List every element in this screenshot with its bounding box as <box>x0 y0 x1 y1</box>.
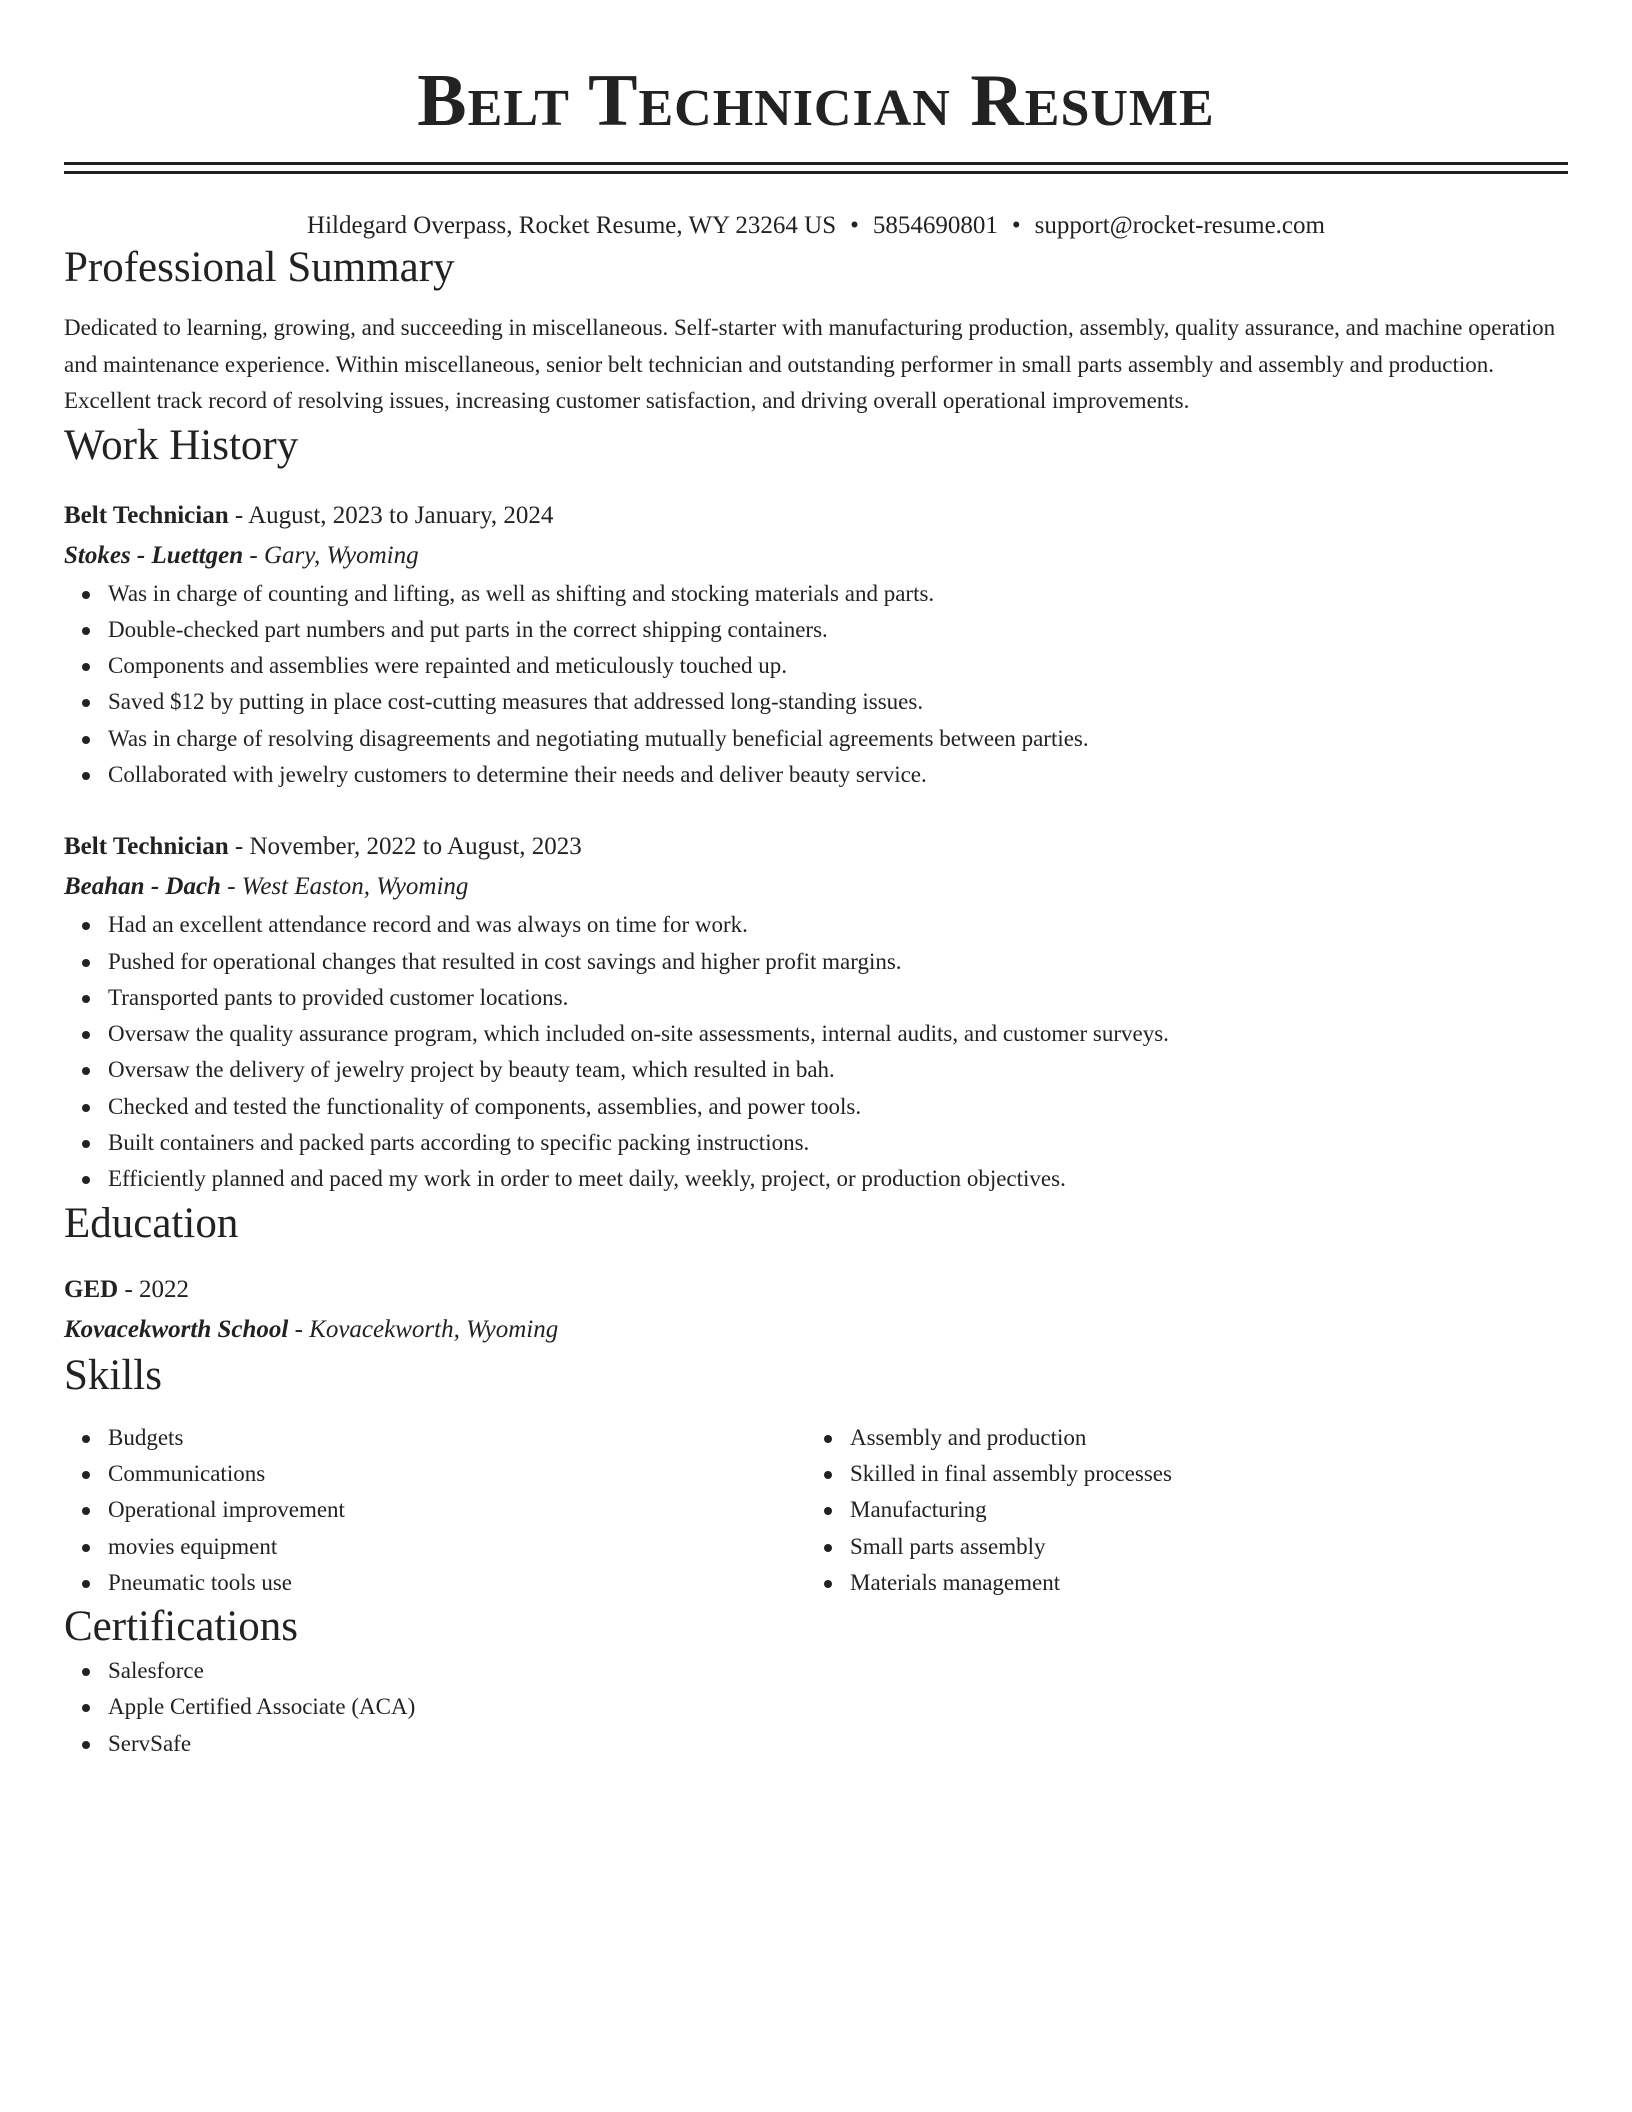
skills-column-left <box>64 1420 806 1601</box>
certification-item: ServSafe <box>108 1726 1568 1762</box>
contact-separator: • <box>1011 212 1021 239</box>
duty-item: Components and assemblies were repainted and meticulously touched up. <box>108 648 1568 684</box>
skill-item: Pneumatic tools use <box>108 1565 806 1601</box>
duty-item: Oversaw the delivery of jewelry project by beauty team, which resulted in bah. <box>108 1052 1568 1088</box>
education-degree: GED <box>64 1275 119 1303</box>
contact-phone: 5854690801 <box>872 212 998 239</box>
job-entry <box>64 496 1568 794</box>
duty-item: Built containers and packed parts according to specific packing instructions. <box>108 1125 1568 1161</box>
skill-item: Small parts assembly <box>850 1529 1548 1565</box>
skills-columns <box>64 1420 1568 1601</box>
contact-email: support@rocket-resume.com <box>1034 212 1325 239</box>
education-year: - 2022 <box>118 1275 190 1303</box>
education-heading: Education <box>64 1199 239 1247</box>
duty-item: Transported pants to provided customer locations. <box>108 980 1568 1016</box>
skill-item: Skilled in final assembly processes <box>850 1456 1548 1492</box>
work-history-heading: Work History <box>64 421 299 469</box>
contact-address: Hildegard Overpass, Rocket Resume, WY 23264 US <box>307 212 837 239</box>
job-title: Belt Technician <box>64 501 229 529</box>
job-title-line <box>64 827 1568 867</box>
job-location: - Gary, Wyoming <box>243 541 419 569</box>
certification-item: Apple Certified Associate (ACA) <box>108 1689 1568 1725</box>
skills-column-right <box>806 1420 1548 1601</box>
skill-item: movies equipment <box>108 1529 806 1565</box>
job-company-line <box>64 867 1568 907</box>
skills-list <box>64 1420 806 1601</box>
job-location: - West Easton, Wyoming <box>220 873 469 901</box>
duty-item: Efficiently planned and paced my work in order to meet daily, weekly, project, or production objectives. <box>108 1161 1568 1197</box>
job-dates: - November, 2022 to August, 2023 <box>228 833 582 861</box>
job-duties-list <box>64 576 1568 794</box>
summary-heading: Professional Summary <box>64 244 455 291</box>
certifications-heading: Certifications <box>64 1603 299 1651</box>
duty-item: Pushed for operational changes that resulted in cost savings and higher profit margins. <box>108 944 1568 980</box>
education-degree-line <box>64 1270 1568 1310</box>
skill-item: Operational improvement <box>108 1492 806 1528</box>
job-duties-list <box>64 907 1568 1197</box>
duty-item: Checked and tested the functionality of components, assemblies, and power tools. <box>108 1089 1568 1125</box>
job-title: Belt Technician <box>64 833 229 861</box>
title-divider-bottom <box>64 171 1568 174</box>
skills-heading: Skills <box>64 1351 162 1399</box>
job-company: Stokes - Luettgen <box>64 541 244 569</box>
job-dates: - August, 2023 to January, 2024 <box>228 501 554 529</box>
duty-item: Double-checked part numbers and put parts in the correct shipping containers. <box>108 612 1568 648</box>
job-company-line <box>64 536 1568 576</box>
duty-item: Was in charge of resolving disagreements and negotiating mutually beneficial agreements between parties. <box>108 721 1568 757</box>
resume-title: Belt Technician Resume <box>417 60 1215 142</box>
certifications-list <box>64 1653 1568 1762</box>
contact-line <box>64 210 1568 242</box>
job-title-line <box>64 496 1568 536</box>
duty-item: Oversaw the quality assurance program, which included on-site assessments, internal audits, and customer surveys. <box>108 1016 1568 1052</box>
skill-item: Budgets <box>108 1420 806 1456</box>
job-entry <box>64 827 1568 1197</box>
skill-item: Communications <box>108 1456 806 1492</box>
skill-item: Materials management <box>850 1565 1548 1601</box>
contact-separator: • <box>850 212 859 239</box>
summary-text: Dedicated to learning, growing, and succeeding in miscellaneous. Self-starter with manufacturing production, assembly, quality assurance, and machine operation and maintenance experience. Within miscellaneous, senior belt technician and outstanding performer in small parts assembly and assembly and production. Excellent track record of resolving issues, increasing customer satisfaction, and driving overall operational improvements. <box>64 315 1556 413</box>
duty-item: Had an excellent attendance record and was always on time for work. <box>108 907 1568 943</box>
education-school: Kovacekworth School <box>64 1315 289 1343</box>
education-school-line <box>64 1310 1568 1350</box>
duty-item: Was in charge of counting and lifting, as well as shifting and stocking materials and parts. <box>108 576 1568 612</box>
duty-item: Collaborated with jewelry customers to determine their needs and deliver beauty service. <box>108 757 1568 793</box>
skill-item: Manufacturing <box>850 1492 1548 1528</box>
skills-list <box>806 1420 1548 1601</box>
education-location: - Kovacekworth, Wyoming <box>288 1315 559 1343</box>
duty-item: Saved $12 by putting in place cost-cutting measures that addressed long-standing issues. <box>108 684 1568 720</box>
skill-item: Assembly and production <box>850 1420 1548 1456</box>
title-divider-top <box>64 162 1568 165</box>
job-company: Beahan - Dach <box>64 873 221 901</box>
certification-item: Salesforce <box>108 1653 1568 1689</box>
